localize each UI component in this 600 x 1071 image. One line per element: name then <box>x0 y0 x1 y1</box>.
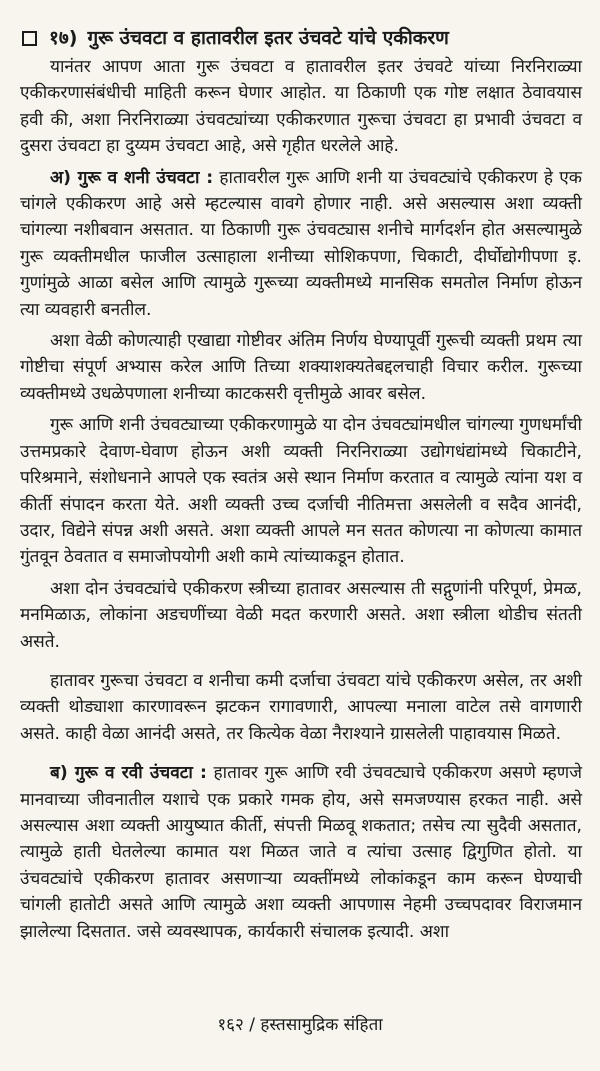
paragraph <box>20 412 582 570</box>
paragraph <box>20 668 582 747</box>
paragraph <box>20 328 582 407</box>
paragraph <box>20 165 582 323</box>
section-title: गुरू उंचवटा व हातावरील इतर उंचवटे यांचे एकीकरण <box>87 27 449 49</box>
paragraph-text: हातावरील गुरू आणि शनी या उंचवट्यांचे एकीकरण हे एक चांगले एकीकरण आहे असे म्हटल्यास वावगे होणार नाही. असे असल्यास अशा व्यक्ती चांगल्या नशीबवान असतात. या ठिकाणी गुरू उंचवट्यास शनीचे मार्गदर्शन होत असल्यामुळे गुरू व्यक्तीमधील फाजील उत्साहाला शनीच्या सोशिकपणा, चिकाटी, दीर्घोद्योगीपणा इ. गुणांमुळे आळा बसेल आणि त्यामुळे गुरूच्या व्यक्तीमध्ये मानसिक समतोल निर्माण होऊन त्या व्यवहारी बनतील. <box>20 167 582 320</box>
paragraph-text: अशा दोन उंचवट्यांचे एकीकरण स्त्रीच्या हातावर असल्यास ती सद्गुणांनी परिपूर्ण, प्रेमळ, मनमिळाऊ, लोकांना अडचणींच्या वेळी मदत करणारी असते. अशा स्त्रीला थोडीच संतती असते. <box>20 578 582 652</box>
paragraph-text: गुरू आणि शनी उंचवट्याच्या एकीकरणामुळे या दोन उंचवट्यांमधील चांगल्या गुणधर्मांची उत्तमप्रकारे देवाण-घेवाण होऊन अशी व्यक्ती निरनिराळ्या उद्योगधंद्यांमध्ये चिकाटीने, परिश्रमाने, संशोधनाने आपले एक स्वतंत्र असे स्थान निर्माण करतात व त्यामुळे त्यांना यश व कीर्ती संपादन करता येते. अशी व्यक्ती उच्च दर्जाची नीतिमत्ता असलेली व सदैव आनंदी, उदार, विद्येने संपन्न अशी असते. अशा व्यक्ती आपले मन सतत कोणत्या ना कोणत्या कामात गुंतवून ठेवतात व समाजोपयोगी अशी कामे त्यांच्याकडून होतात. <box>20 415 582 568</box>
subsection-label: ब) गुरू व रवी उंचवटा : <box>50 763 207 784</box>
paragraph-text: यानंतर आपण आता गुरू उंचवटा व हातावरील इतर उंचवटे यांच्या निरनिराळ्या एकीकरणासंबंधीची माहिती करून घेणार आहोत. या ठिकाणी एक गोष्ट लक्षात ठेवावयास हवी की, अशा निरनिराळ्या उंचवट्यांच्या एकीकरणात गुरूचा उंचवटा हा प्रभावी उंचवटा व दुसरा उंचवटा हा दुय्यम उंचवटा आहे, असे गृहीत धरलेले आहे. <box>20 57 582 157</box>
paragraph-text: हातावर गुरूचा उंचवटा व शनीचा कमी दर्जाचा उंचवटा यांचे एकीकरण असेल, तर अशी व्यक्ती थोड्याशा कारणावरून झटकन रागावणारी, आपल्या मनाला वाटेल तसे वागणारी असते. काही वेळा आनंदी असते, तर कित्येक वेळा नैराश्याने ग्रासलेली पाहावयास मिळते. <box>20 670 582 744</box>
square-bullet-icon <box>22 31 37 46</box>
subsection-label: अ) गुरू व शनी उंचवटा : <box>50 167 214 188</box>
section-heading <box>20 22 582 54</box>
paragraph-text: अशा वेळी कोणत्याही एखाद्या गोष्टीवर अंतिम निर्णय घेण्यापूर्वी गुरूची व्यक्ती प्रथम त्या गोष्टीचा संपूर्ण अभ्यास करेल आणि तिच्या शक्याशक्यतेबद्दलचाही विचार करील. गुरूच्या व्यक्तीमध्ये उधळेपणाला शनीच्या काटकसरी वृत्तीमुळे आवर बसेल. <box>20 331 582 404</box>
paragraph <box>20 54 582 160</box>
paragraph <box>20 576 582 655</box>
section-number: १७) <box>49 27 78 49</box>
page-footer: १६२ / हस्तसामुद्रिक संहिता <box>217 1015 383 1035</box>
paragraph <box>20 760 582 945</box>
paragraph-text: हातावर गुरू आणि रवी उंचवट्याचे एकीकरण असणे म्हणजे मानवाच्या जीवनातील यशाचे एक प्रकारे गमक होय, असे समजण्यास हरकत नाही. असे असल्यास अशा व्यक्ती आयुष्यात कीर्ती, संपत्ती मिळवू शकतात; तसेच त्या सुदैवी असतात, त्यामुळे हाती घेतलेल्या कामात यश मिळत जाते व त्यांचा उत्साह द्विगुणित होतो. या उंचवट्यांचे एकीकरण हातावर असणाऱ्या व्यक्तींमध्ये लोकांकडून काम करून घेण्याची चांगली हातोटी असते आणि त्यामुळे अशा व्यक्ती आपणास नेहमी उच्चपदावर विराजमान झालेल्या दिसतात. जसे व्यवस्थापक, कार्यकारी संचालक इत्यादी. अशा <box>20 763 582 942</box>
